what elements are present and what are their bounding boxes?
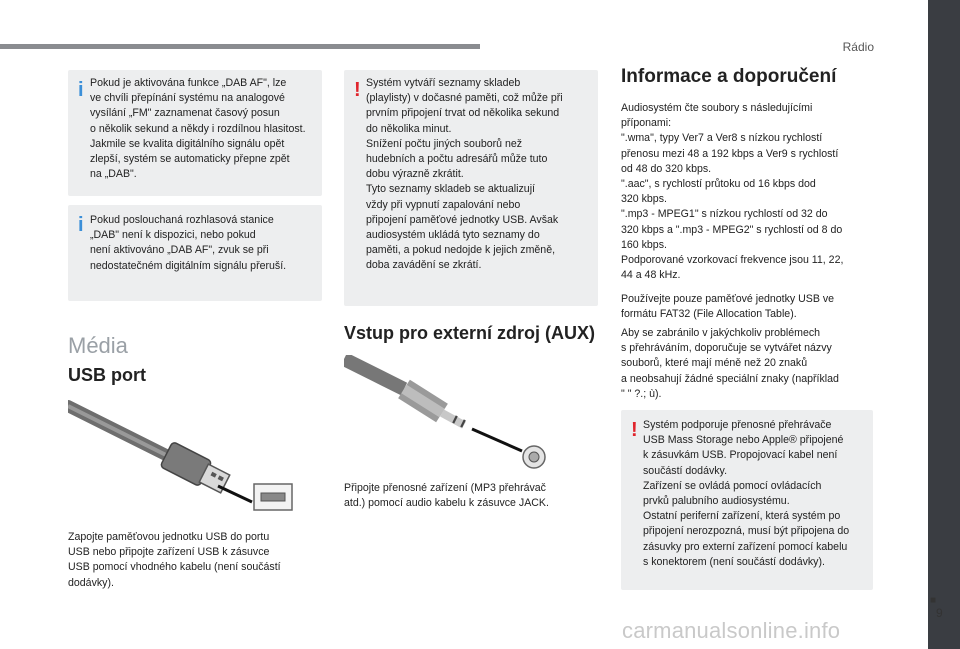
usb-heading: USB port [68, 365, 146, 385]
usb-plug-illustration [68, 398, 322, 518]
page-number: 9 [936, 606, 943, 620]
info-icon: i [78, 79, 84, 101]
header-bar [0, 44, 480, 49]
info-box-dab-unavailable [68, 205, 322, 301]
page-marker: ■ [930, 595, 937, 606]
warning-box-text: Systém podporuje přenosné přehrávače USB Mass Storage nebo Apple® připojené k zásuvkám USB. Propojovací kabel není součástí dodávky. Zařízení se ovládá pomocí ovládacích prvků palubního audiosystému. Ostatní periferní zařízení, která systém po připojení nerozpozná, musí být připojena do zásuvky pro externí zařízení pomocí kabelu s konektorem (není součástí dodávky). [643, 419, 850, 568]
warning-box-devices [621, 410, 873, 590]
info-box-text: Pokud poslouchaná rozhlasová stanice „DAB" není k dispozici, nebo pokud není aktivováno „DAB AF", zvuk se při nedostatečném digitálním signálu přeruší. [90, 214, 287, 272]
supported-formats-text: Audiosystém čte soubory s následujícími příponami: ".wma", typy Ver7 a Ver8 s nízkou rychlostí přenosu mezi 48 a 192 kbps a Ver9 s rychlostí od 48 do 320 kbps. ".aac", s rychlostí průtoku od 16 kbps dod 320 kbps. ".mp3 - MPEG1" s nízkou rychlostí od 32 do 320 kbps a ".mp3 - MPEG2" s rychlostí od 8 do 160 kbps. Podporované vzorkovací frekvence jsou 11, 22, 44 a 48 kHz. [621, 102, 844, 282]
info-box-text: Pokud je aktivována funkce „DAB AF", lze ve chvíli přepínání systému na analogové vysílání „FM" zaznamenat časový posun o několik sekund a někdy i rozdílnou hlasitost. Jakmile se kvalita digitálního signálu opět zlepší, systém se automaticky přepne zpět na „DAB". [90, 77, 306, 181]
usb-instructions: Zapojte paměťovou jednotku USB do portu USB nebo připojte zařízení USB k zásuvce USB pomocí vhodného kabelu (není součástí dodávky). [68, 531, 281, 589]
filename-advice-text: Aby se zabránilo v jakýchkoliv problémech s přehráváním, doporučuje se vytvářet názvy souborů, které mají méně než 20 znaků a neobsahují žádné speciální znaky (například " " ?.; ù). [621, 327, 839, 400]
jack-plug-illustration [344, 355, 598, 475]
info-box-dab-af [68, 70, 322, 196]
warning-icon: ! [631, 419, 638, 441]
media-heading: Média [68, 333, 128, 358]
fat32-text: Používejte pouze paměťové jednotky USB ve formátu FAT32 (File Allocation Table). [621, 293, 835, 321]
warning-box-playlists [344, 70, 598, 306]
right-sidebar [928, 0, 960, 649]
warning-box-text: Systém vytváří seznamy skladeb (playlisty) v dočasné paměti, což může při prvním připojení trvat od několika sekund do několika minut. Snížení počtu jiných souborů než hudebních a počtu adresářů může tuto dobu výrazně zkrátit. Tyto seznamy skladeb se aktualizují vždy při vypnutí zapalování nebo připojení paměťové jednotky USB. Avšak audiosystém ukládá tyto seznamy do paměti, a pokud nedojde k jejich změně, doba zavádění se zkrátí. [366, 77, 563, 272]
watermark: carmanualsonline.info [622, 618, 841, 643]
info-icon: i [78, 214, 84, 236]
info-heading: Informace a doporučení [621, 66, 837, 87]
aux-instructions: Připojte přenosné zařízení (MP3 přehrávač atd.) pomocí audio kabelu k zásuvce JACK. [344, 482, 549, 510]
section-title: Rádio [842, 40, 874, 54]
warning-icon: ! [354, 79, 361, 101]
aux-heading: Vstup pro externí zdroj (AUX) [344, 323, 596, 343]
